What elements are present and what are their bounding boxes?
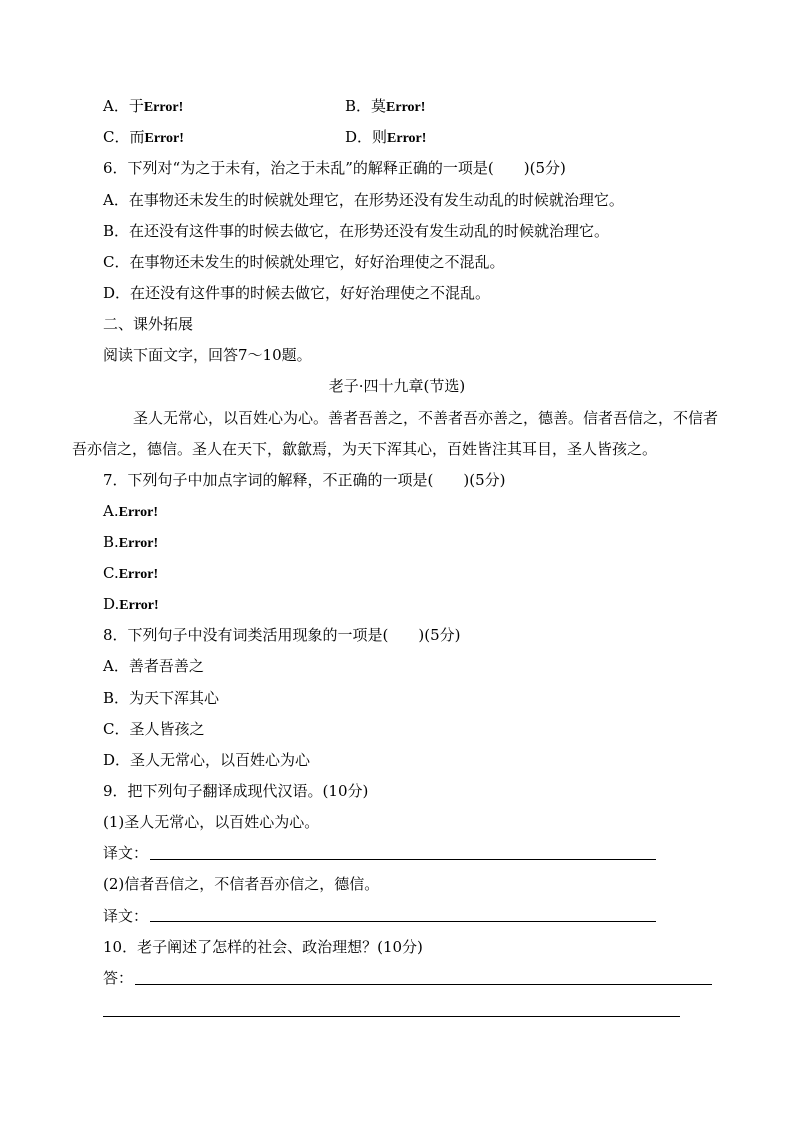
q10-stem: 10．老子阐述了怎样的社会、政治理想？(10分) [103, 938, 423, 956]
option-label: B．莫 [345, 97, 387, 115]
q6-option-d: D．在还没有这件事的时候去做它，好好治理使之不混乱。 [103, 284, 491, 302]
q6-option-c: C．在事物还未发生的时候就处理它，好好治理使之不混乱。 [103, 253, 505, 271]
error-text: Error! [143, 100, 184, 115]
answer-line-4[interactable] [103, 1016, 680, 1017]
q5-option-a [103, 96, 183, 118]
q9-translation-label-2: 译文： [103, 907, 149, 925]
section-heading: 二、课外拓展 [103, 315, 194, 333]
error-text: Error! [118, 567, 159, 582]
q8-option-d: D．圣人无常心，以百姓心为心 [103, 751, 311, 769]
q7-option-c [103, 563, 158, 585]
option-label: B. [103, 533, 119, 551]
q7-option-b [103, 532, 158, 554]
option-label: C．而 [103, 128, 145, 146]
q7-stem: 7．下列句子中加点字词的解释，不正确的一项是( )(5分) [103, 471, 506, 489]
q9-stem: 9．把下列句子翻译成现代汉语。(10分) [103, 782, 369, 800]
q5-option-c [103, 127, 184, 149]
q8-option-a: A．善者吾善之 [103, 657, 204, 675]
option-label: D．则 [345, 128, 388, 146]
passage-line-1: 圣人无常心，以百姓心为心。善者吾善之，不善者吾亦善之，德善。信者吾信之，不信者 [133, 409, 719, 427]
passage-title: 老子·四十九章(节选) [328, 377, 466, 395]
error-text: Error! [144, 131, 184, 146]
answer-line-2[interactable] [150, 921, 656, 922]
q9-translation-label-1: 译文： [103, 844, 149, 862]
option-label: D. [103, 595, 120, 613]
error-text: Error! [119, 598, 159, 613]
error-text: Error! [387, 131, 427, 146]
passage-line-2: 吾亦信之，德信。圣人在天下，歙歙焉，为天下浑其心，百姓皆注其耳目，圣人皆孩之。 [72, 440, 658, 458]
reading-instruction: 阅读下面文字，回答7～10题。 [103, 346, 312, 364]
error-text: Error! [118, 536, 159, 551]
q6-option-b: B．在还没有这件事的时候去做它，在形势还没有发生动乱的时候就治理它。 [103, 222, 610, 240]
q6-option-a: A．在事物还未发生的时候就处理它，在形势还没有发生动乱的时候就治理它。 [103, 191, 624, 209]
option-label: C. [103, 564, 119, 582]
q8-option-c: C．圣人皆孩之 [103, 720, 205, 738]
q8-stem: 8．下列句子中没有词类活用现象的一项是( )(5分) [103, 626, 461, 644]
q5-option-d [345, 127, 426, 149]
q10-answer-label: 答： [103, 969, 134, 987]
option-label: A．于 [103, 97, 144, 115]
q7-option-d [103, 594, 159, 616]
q6-stem: 6．下列对“为之于未有，治之于未乱”的解释正确的一项是( )(5分) [103, 159, 566, 177]
answer-line-3[interactable] [135, 984, 712, 985]
option-label: A. [103, 502, 119, 520]
q5-option-b [345, 96, 425, 118]
q9-sentence-1: (1)圣人无常心，以百姓心为心。 [103, 813, 320, 831]
q8-option-b: B．为天下浑其心 [103, 689, 220, 707]
q7-option-a [103, 501, 158, 523]
error-text: Error! [118, 505, 158, 520]
q9-sentence-2: (2)信者吾信之，不信者吾亦信之，德信。 [103, 875, 380, 893]
error-text: Error! [386, 100, 426, 115]
answer-line-1[interactable] [150, 859, 656, 860]
